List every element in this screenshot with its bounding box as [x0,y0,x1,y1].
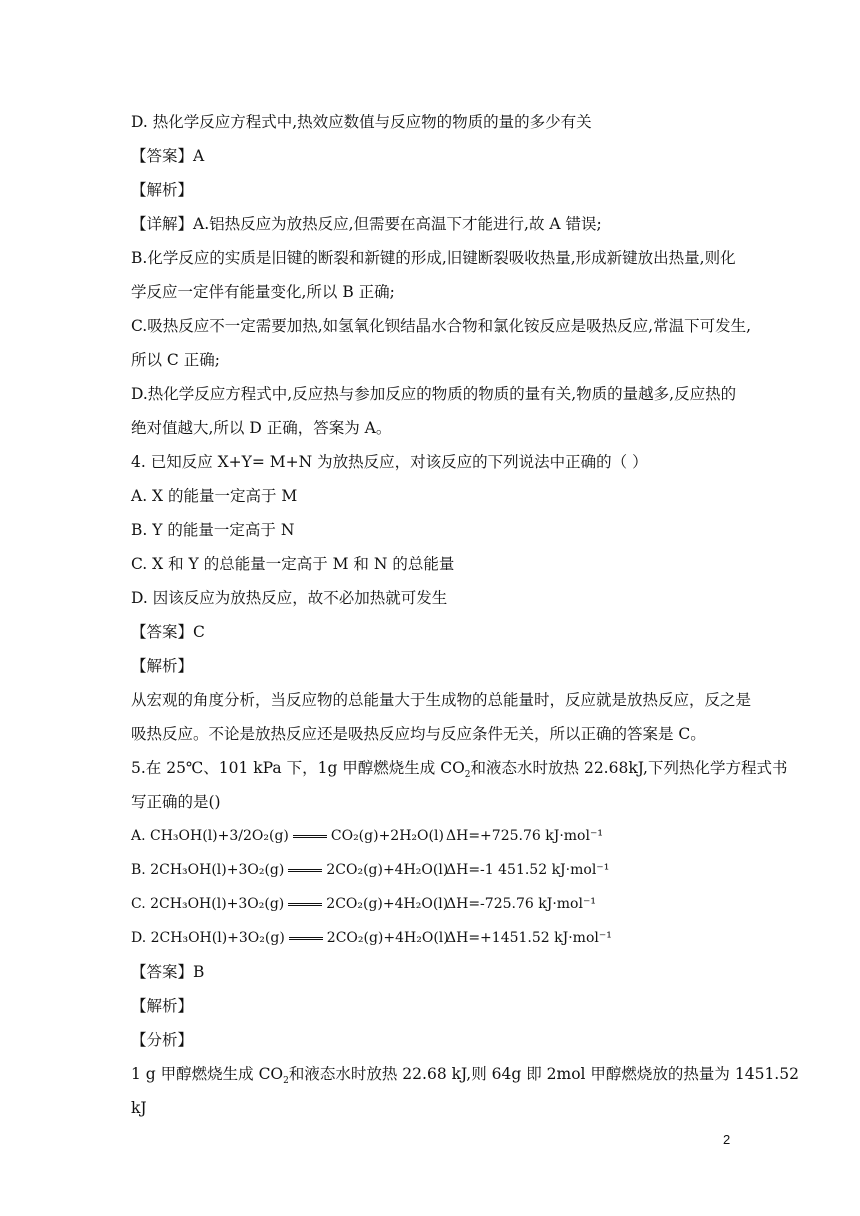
q5-option-a: A. CH₃OH(l)+3/2O₂(g) CO₂(g)+2H₂O(l) [131,828,444,844]
q4-option-a: A. X 的能量一定高于 M [131,487,298,505]
q4-option-c: C. X 和 Y 的总能量一定高于 M 和 N 的总能量 [131,555,455,573]
detail-line-2: B.化学反应的实质是旧键的断裂和新键的形成,旧键断裂吸收热量,形成新键放出热量,则化 [131,249,736,267]
equals-arrow-icon [288,869,322,872]
q5-fenxi-label: 【分析】 [131,1031,194,1049]
q5-option-d-dh: ΔH=+1451.52 kJ·mol⁻¹ [446,930,612,946]
q4-analysis-1: 从宏观的角度分析，当反应物的总能量大于生成物的总能量时，反应就是放热反应，反之是 [131,691,752,709]
page-number: 2 [723,1132,731,1147]
q5-option-a-dh: ΔH=+725.76 kJ·mol⁻¹ [446,828,603,844]
q5-analysis-label: 【解析】 [131,997,194,1015]
equals-arrow-icon [289,937,323,940]
answer-label: 【答案】A [131,147,205,165]
q5-option-c: C. 2CH₃OH(l)+3O₂(g) 2CO₂(g)+4H₂O(l) [131,896,449,912]
q5-fenxi-line-1: 1 g 甲醇燃烧生成 $CO_2$和液态水时放热 22.68 kJ,则 64g 即 2mol 甲醇燃烧放的热量为 1451.52 [131,1065,799,1087]
q4-analysis-2: 吸热反应。不论是放热反应还是吸热反应均与反应条件无关，所以正确的答案是 C。 [131,725,706,743]
q5-fenxi-line-2: kJ [131,1099,147,1117]
q4-answer: 【答案】C [131,623,205,641]
q5-option-b: B. 2CH₃OH(l)+3O₂(g) 2CO₂(g)+4H₂O(l) [131,862,449,878]
q4-analysis-label: 【解析】 [131,657,194,675]
detail-line-4: C.吸热反应不一定需要加热,如氢氧化钡结晶水合物和氯化铵反应是吸热反应,常温下可发生, [131,317,752,335]
q4-option-d: D. 因该反应为放热反应，故不必加热就可发生 [131,589,448,607]
detail-line-3: 学反应一定伴有能量变化,所以 B 正确; [131,283,395,301]
option-d-line: D. 热化学反应方程式中,热效应数值与反应物的物质的量的多少有关 [131,113,592,131]
detail-line-1: 【详解】A.铝热反应为放热反应,但需要在高温下才能进行,故 A 错误; [131,215,602,233]
q5-option-c-dh: ΔH=-725.76 kJ·mol⁻¹ [446,896,596,912]
analysis-label: 【解析】 [131,181,194,199]
q4-option-b: B. Y 的能量一定高于 N [131,521,295,539]
q5-option-d: D. 2CH₃OH(l)+3O₂(g) 2CO₂(g)+4H₂O(l) [131,930,449,946]
equals-arrow-icon [288,903,322,906]
q5-option-b-dh: ΔH=-1 451.52 kJ·mol⁻¹ [446,862,610,878]
q5-answer: 【答案】B [131,963,205,981]
equals-arrow-icon [293,835,327,838]
detail-line-5: 所以 C 正确; [131,351,220,369]
detail-line-6: D.热化学反应方程式中,反应热与参加反应的物质的物质的量有关,物质的量越多,反应热的 [131,385,737,403]
detail-line-7: 绝对值越大,所以 D 正确，答案为 A。 [131,419,392,437]
question-5-line-2: 写正确的是() [131,793,221,811]
question-4: 4. 已知反应 X+Y= M+N 为放热反应，对该反应的下列说法中正确的（ ） [131,453,648,471]
question-5-line-1: 5.在 25℃、101 kPa 下，1g 甲醇燃烧生成 $CO_2$和液态水时放热 22.68kJ,下列热化学方程式书 [131,759,788,781]
